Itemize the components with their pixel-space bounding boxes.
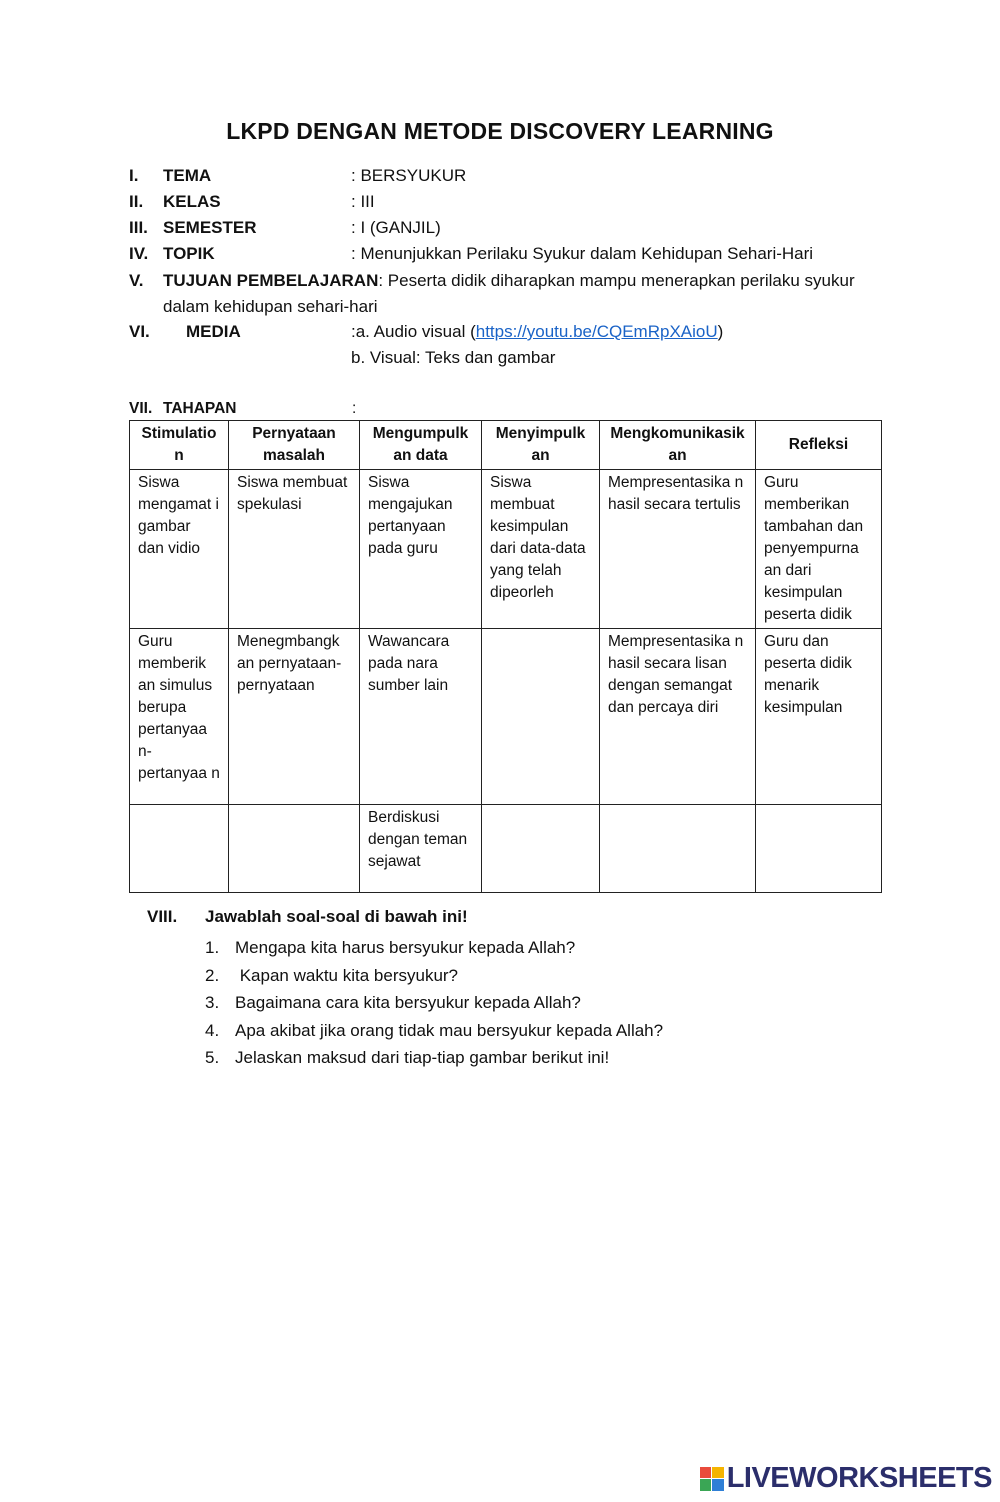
tahapan-table [129, 420, 882, 893]
info-number: I. [129, 166, 139, 185]
brand-text: LIVEWORKSHEETS [726, 1462, 992, 1494]
list-item [205, 934, 663, 962]
column-header: Stimulatio n [130, 421, 229, 470]
questions-list [205, 934, 663, 1072]
logo-square [712, 1467, 724, 1479]
list-item [205, 962, 663, 990]
table-cell: Siswa membuat spekulasi [229, 470, 360, 629]
logo-square [700, 1467, 712, 1479]
table-cell [756, 805, 882, 893]
questions-title: Jawablah soal-soal di bawah ini! [205, 907, 468, 926]
info-value: : Peserta didik diharapkan mampu menerapkan perilaku syukur [378, 271, 855, 290]
table-cell: Guru dan peserta didik menarik kesimpulan [756, 629, 882, 805]
info-label: TOPIK [163, 244, 215, 263]
question-text: Mengapa kita harus bersyukur kepada Allah? [235, 938, 576, 957]
table-cell: Wawancara pada nara sumber lain [360, 629, 482, 805]
question-number: 4. [205, 1020, 220, 1040]
question-text: Apa akibat jika orang tidak mau bersyukur kepada Allah? [235, 1020, 664, 1040]
info-value: : Menunjukkan Perilaku Syukur dalam Kehidupan Sehari-Hari [351, 244, 814, 263]
table-cell: Guru memberik an simulus berupa pertanyaa n-pertanyaa n [130, 629, 229, 805]
table-cell: Menegmbangk an pernyataan-pernyataan [229, 629, 360, 805]
media-a-suffix: ) [717, 322, 724, 341]
info-value: : BERSYUKUR [351, 166, 467, 185]
table-cell: Siswa mengajukan pertanyaan pada guru [360, 470, 482, 629]
list-item [205, 1017, 663, 1045]
info-number: V. [129, 271, 144, 290]
table-cell [229, 805, 360, 893]
info-number: VI. [129, 322, 150, 341]
table-row [130, 629, 882, 805]
column-header: Refleksi [756, 421, 882, 470]
info-value [351, 320, 723, 344]
list-item [205, 989, 663, 1017]
table-cell [130, 805, 229, 893]
media-link[interactable]: https://youtu.be/CQEmRpXAioU [475, 322, 718, 341]
question-text: Jelaskan maksud dari tiap-tiap gambar berikut ini! [235, 1048, 610, 1067]
question-number: 1. [205, 938, 220, 957]
question-number: 2. [205, 965, 220, 985]
column-header: Pernyataan masalah [229, 421, 360, 470]
questions-heading [147, 907, 468, 927]
info-value: : III [351, 192, 375, 211]
info-colon: : [352, 400, 357, 417]
table-cell: Berdiskusi dengan teman sejawat [360, 805, 482, 893]
liveworksheets-logo-icon [700, 1467, 724, 1491]
question-number: 5. [205, 1048, 220, 1067]
table-cell: Guru memberikan tambahan dan penyempurna an dari kesimpulan peserta didik [756, 470, 882, 629]
logo-square [700, 1479, 712, 1491]
table-cell [482, 805, 600, 893]
table-cell: Mempresentasika n hasil secara lisan dengan semangat dan percaya diri [600, 629, 756, 805]
info-number: III. [129, 218, 148, 237]
info-label: TUJUAN PEMBELAJARAN [163, 271, 379, 290]
table-row [130, 805, 882, 893]
page-title: LKPD DENGAN METODE DISCOVERY LEARNING [226, 118, 774, 144]
media-b-value: b. Visual: Teks dan gambar [351, 348, 556, 367]
info-tujuan [129, 268, 889, 320]
column-header: Menyimpulk an [482, 421, 600, 470]
table-header-row [130, 421, 882, 470]
logo-square [712, 1479, 724, 1491]
info-value: : I (GANJIL) [351, 218, 441, 237]
column-header: Mengkomunikasik an [600, 421, 756, 470]
list-item [205, 1044, 663, 1072]
info-value-continued: dalam kehidupan sehari-hari [163, 297, 378, 316]
column-header: Mengumpulk an data [360, 421, 482, 470]
questions-number: VIII. [147, 907, 178, 926]
question-text: Bagaimana cara kita bersyukur kepada Allah? [235, 993, 581, 1012]
table-cell: Mempresentasika n hasil secara tertulis [600, 470, 756, 629]
info-number: VII. [129, 400, 153, 417]
info-number: II. [129, 192, 144, 211]
info-label: SEMESTER [163, 218, 257, 237]
liveworksheets-brand[interactable] [700, 1462, 992, 1495]
info-label: TAHAPAN [163, 400, 237, 417]
table-cell [600, 805, 756, 893]
question-text: Kapan waktu kita bersyukur? [235, 965, 459, 985]
info-label: TEMA [163, 166, 212, 185]
info-number: IV. [129, 244, 149, 263]
table-cell: Siswa membuat kesimpulan dari data-data yang telah dipeorleh [482, 470, 600, 629]
info-label: MEDIA [186, 322, 241, 341]
question-number: 3. [205, 993, 220, 1012]
table-cell [482, 629, 600, 805]
table-cell: Siswa mengamat i gambar dan vidio [130, 470, 229, 629]
table-row [130, 470, 882, 629]
info-label: KELAS [163, 192, 221, 211]
media-a-prefix: :a. Audio visual ( [351, 322, 476, 341]
